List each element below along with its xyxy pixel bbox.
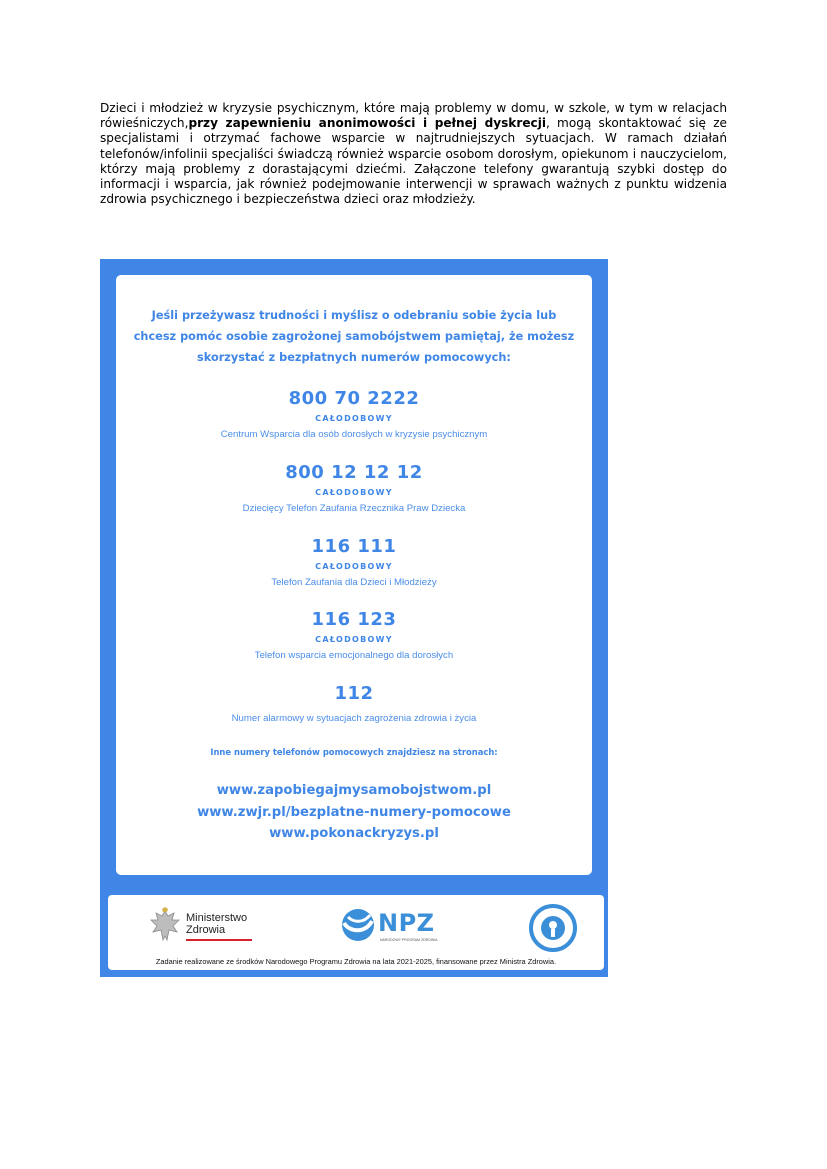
helpline-hours: CAŁODOBOWY (315, 635, 393, 644)
helpline-description: Telefon wsparcia emocjonalnego dla dorosłych (254, 650, 454, 661)
helpline-number[interactable]: 112 (334, 683, 374, 704)
eagle-icon (148, 907, 182, 947)
helpline-number[interactable]: 800 70 2222 (288, 388, 420, 409)
helpline-entry (116, 388, 592, 441)
helpline-number[interactable]: 800 12 12 12 (285, 462, 423, 483)
ministry-name (186, 912, 247, 936)
more-numbers-label: Inne numery telefonów pomocowych znajdziesz na stronach: (210, 747, 498, 757)
headline-line: chcesz pomóc osobie zagrożonej samobójstwem pamiętaj, że możesz (133, 330, 575, 343)
npz-logo (340, 907, 444, 947)
helpline-entry (116, 462, 592, 515)
website-link[interactable]: www.pokonackryzys.pl (269, 826, 439, 841)
funding-note: Zadanie realizowane ze środków Narodowego Programu Zdrowia na lata 2021-2025, finansowane przez Ministra Zdrowia. (155, 957, 557, 966)
helpline-hours: CAŁODOBOWY (315, 414, 393, 423)
npz-wordmark: NPZ (378, 909, 435, 937)
intro-part2: , mogą skontaktować się ze specjalistami i otrzymać fachowe wsparcie w najtrudniejszych sytuacjach. W ramach działań telefonów/infolinii specjaliści świadczą również wsparcie osobom dorosłym, opiekunom i nauczycielom, którzy mają problemy z dorastającymi dziećmi. Załączone telefony gwarantują szybki dostęp do informacji i wsparcia, jak również podejmowanie interwencji w sprawach ważnych z punktu widzenia zdrowia psychicznego i bezpieczeństwa dzieci oraz młodzieży. (100, 116, 727, 207)
intro-bold: przy zapewnieniu anonimowości i pełnej dyskrecji (188, 116, 546, 131)
helpline-entry (116, 609, 592, 662)
intro-part1: Dzieci i młodzież w kryzysie psychicznym, które mają problemy w domu, w szkole, w tym w relacjach rówieśniczych, (100, 101, 727, 131)
headline-line: skorzystać z bezpłatnych numerów pomocowych: (197, 351, 511, 364)
ministry-logo (148, 907, 258, 947)
helpline-entry (116, 683, 592, 725)
helpline-number[interactable]: 116 111 (311, 536, 397, 557)
helpline-description: Telefon Zaufania dla Dzieci i Młodzieży (271, 577, 437, 588)
helpline-hours: CAŁODOBOWY (315, 562, 393, 571)
helpline-hours: CAŁODOBOWY (315, 488, 393, 497)
npz-emblem-icon (340, 907, 376, 943)
helpline-poster (100, 259, 608, 977)
helpline-description: Dziecięcy Telefon Zaufania Rzecznika Praw Dziecka (242, 503, 466, 514)
ministry-line: Ministerstwo (186, 912, 248, 924)
helpline-number[interactable]: 116 123 (311, 609, 397, 630)
headline-line: Jeśli przeżywasz trudności i myślisz o odebraniu sobie życia lub (151, 309, 557, 322)
website-links (116, 780, 592, 845)
npz-subtitle: NARODOWY PROGRAM ZDROWIA (380, 938, 438, 942)
sponsor-footer (108, 895, 604, 970)
ministry-line: Zdrowia (186, 924, 226, 936)
helpline-entry (116, 536, 592, 589)
ipin-emblem-icon (528, 903, 578, 953)
intro-paragraph (100, 101, 727, 207)
helpline-description: Centrum Wsparcia dla osób dorosłych w kryzysie psychicznym (220, 429, 488, 440)
helpline-description: Numer alarmowy w sytuacjach zagrożenia zdrowia i życia (231, 713, 477, 724)
poster-card (116, 275, 592, 875)
website-link[interactable]: www.zwjr.pl/bezplatne-numery-pomocowe (197, 804, 511, 820)
website-link[interactable]: www.zapobiegajmysamobojstwom.pl (216, 783, 492, 798)
ministry-red-line (186, 939, 252, 941)
ipin-logo (528, 903, 578, 953)
poster-headline (116, 305, 592, 368)
